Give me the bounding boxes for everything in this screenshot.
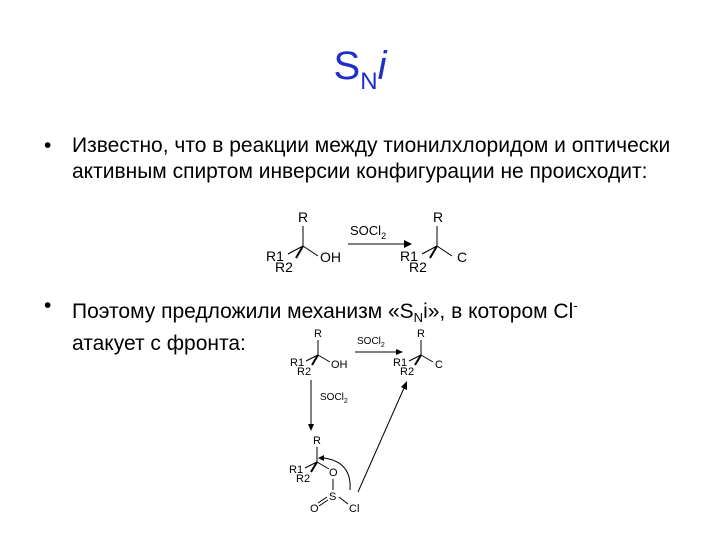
s2-bond-oh (318, 355, 330, 362)
s2-p-r-label: R (417, 328, 425, 340)
s2-r1-label: R1 (290, 357, 305, 369)
s1-oh-label: OH (320, 249, 341, 265)
s1-p-r-label: R (433, 209, 444, 225)
bullet-1-text: Известно, что в реакции между тионилхлоридом и оптически активным спиртом инверсии конфигурации не происходит: (72, 134, 671, 183)
s1-p-r2-label: R2 (409, 259, 427, 275)
s2-i-bond-o (317, 462, 329, 469)
bullet-marker: • (44, 294, 52, 317)
title-main: S (333, 44, 361, 88)
s1-r2-label: R2 (275, 259, 293, 275)
bullet-2-text-after: атакует с фронта: (72, 332, 246, 355)
s2-oh-label: OH (331, 359, 348, 371)
s2-p-bond-c (421, 355, 433, 362)
bullet-2-sub: N (413, 310, 424, 325)
s2-i-o-label: O (329, 467, 338, 479)
s2-arrow-top-head (396, 349, 403, 355)
s1-reagent: SOCl$_2$ (350, 223, 387, 241)
s2-i-bond-scl (339, 497, 348, 504)
s2-r-label: R (314, 328, 322, 340)
s2-r2-label: R2 (297, 366, 312, 378)
s2-p-r1-label: R1 (393, 357, 408, 369)
s2-i-cl-label: Cl (349, 503, 360, 515)
s1-p-bond-c (437, 246, 452, 256)
s1-r1-label: R1 (266, 248, 284, 264)
s2-i-r2-label: R2 (296, 473, 311, 485)
s2-i-o2-label: O (310, 503, 319, 515)
s1-p-c-label: C (457, 249, 468, 265)
s2-i-s-label: S (329, 491, 337, 503)
s1-p-r1-label: R1 (400, 248, 418, 264)
s1-arrow-head (404, 240, 412, 248)
s2-arrow-down-head (308, 424, 314, 431)
title-tail: i (377, 44, 387, 88)
bullet-2-sup: - (573, 298, 578, 313)
s1-r-label: R (298, 209, 309, 225)
s2-i-r1-label: R1 (289, 464, 304, 476)
s2-p-c-label: C (435, 359, 443, 371)
s2-reagent-side: SOCl$_2$ (320, 392, 348, 405)
title-sub: N (360, 68, 378, 95)
s1-bond-oh (303, 246, 318, 256)
bullet-2-text-middle: i», в котором Cl (423, 300, 574, 323)
s2-i-r-label: R (313, 435, 321, 447)
bullet-2-text-before: Поэтому предложили механизм «S (72, 300, 414, 323)
s2-p-r2-label: R2 (400, 366, 415, 378)
s2-arrow-diag (358, 388, 404, 492)
bullet-marker: • (44, 134, 52, 157)
s2-curved-arrow-head (318, 455, 324, 461)
s2-reagent-top: SOCl$_2$ (357, 336, 385, 349)
